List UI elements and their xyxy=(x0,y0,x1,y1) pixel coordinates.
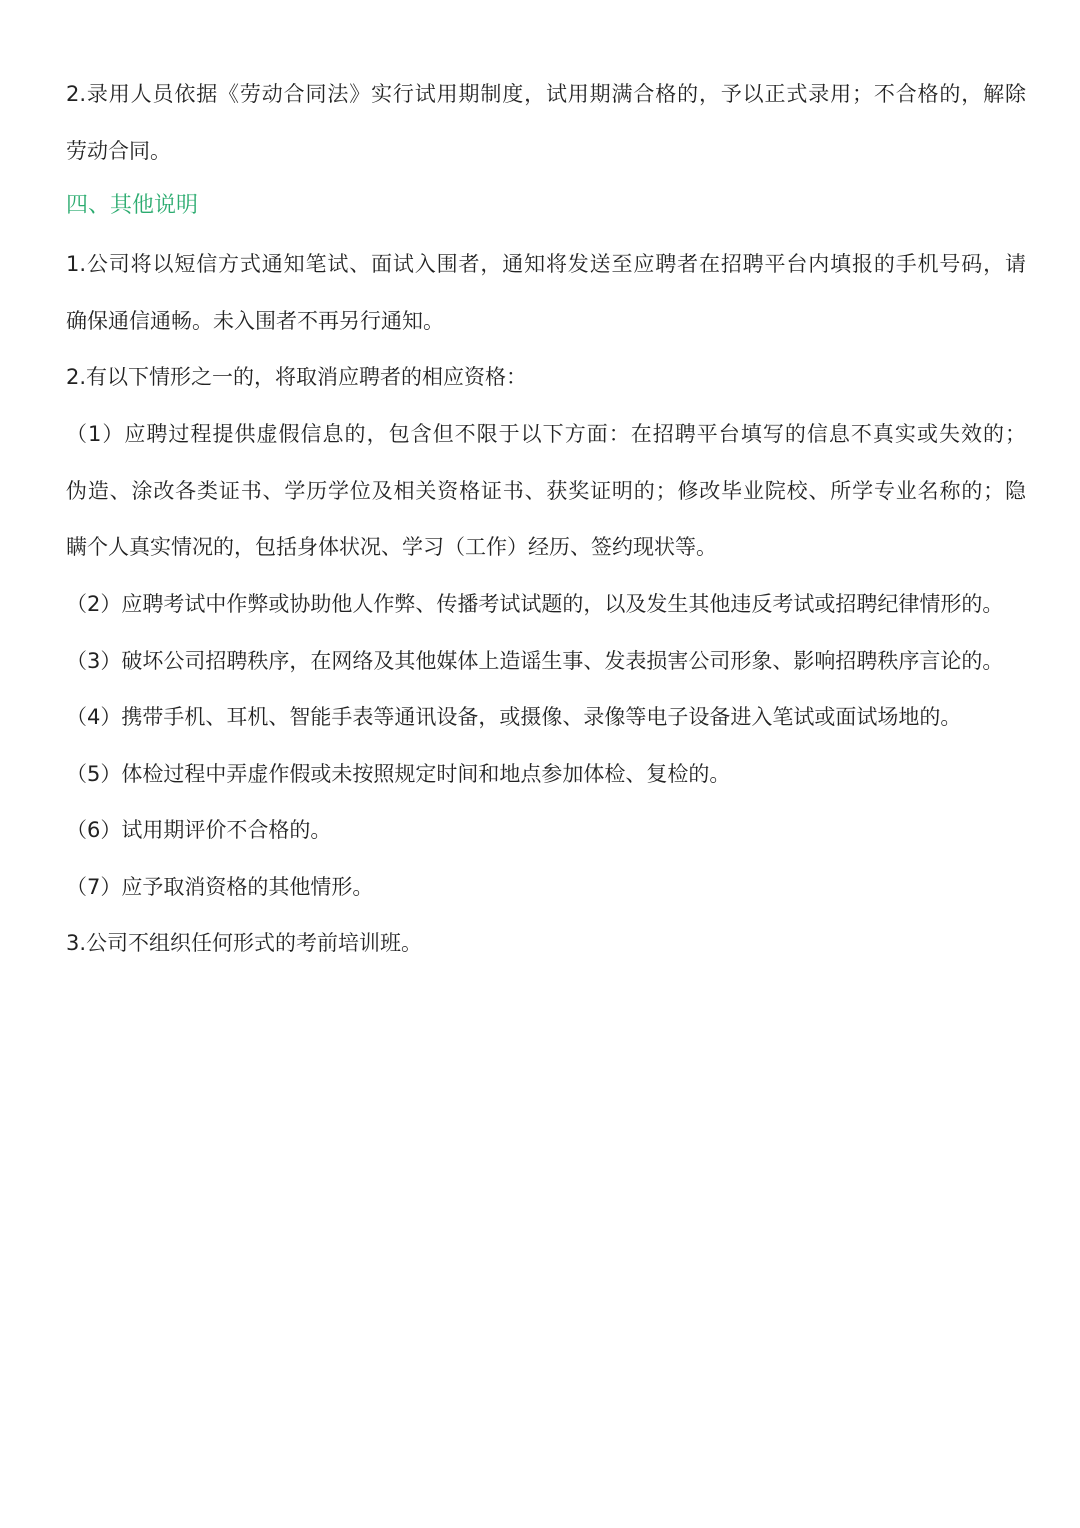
list-item-1-line-1: （1）应聘过程提供虚假信息的，包含但不限于以下方面：在招聘平台填写的信息不真实或失效的； xyxy=(66,422,1026,446)
list-item-1-line-3: 瞒个人真实情况的，包括身体状况、学习（工作）经历、签约现状等。 xyxy=(66,535,717,559)
list-item-4: （4）携带手机、耳机、智能手表等通讯设备，或摄像、录像等电子设备进入笔试或面试场地的。 xyxy=(66,705,962,729)
paragraph-probation-line-1: 2.录用人员依据《劳动合同法》实行试用期制度，试用期满合格的，予以正式录用；不合格的，解除 xyxy=(66,82,1026,106)
list-item-7: （7）应予取消资格的其他情形。 xyxy=(66,875,374,899)
list-item-5: （5）体检过程中弄虚作假或未按照规定时间和地点参加体检、复检的。 xyxy=(66,762,731,786)
section-heading-other-notes: 四、其他说明 xyxy=(66,193,199,218)
paragraph-sms-notice-line-1: 1.公司将以短信方式通知笔试、面试入围者，通知将发送至应聘者在招聘平台内填报的手机号码，请 xyxy=(66,252,1026,276)
paragraph-disqualification-intro: 2.有以下情形之一的，将取消应聘者的相应资格： xyxy=(66,365,528,389)
paragraph-no-training: 3.公司不组织任何形式的考前培训班。 xyxy=(66,931,423,955)
list-item-1-line-2: 伪造、涂改各类证书、学历学位及相关资格证书、获奖证明的；修改毕业院校、所学专业名称的；隐 xyxy=(66,479,1026,503)
list-item-2: （2）应聘考试中作弊或协助他人作弊、传播考试试题的，以及发生其他违反考试或招聘纪律情形的。 xyxy=(66,592,1004,616)
paragraph-sms-notice-line-2: 确保通信通畅。未入围者不再另行通知。 xyxy=(66,309,444,333)
list-item-3: （3）破坏公司招聘秩序，在网络及其他媒体上造谣生事、发表损害公司形象、影响招聘秩序言论的。 xyxy=(66,649,1004,673)
paragraph-probation-line-2: 劳动合同。 xyxy=(66,139,171,163)
list-item-6: （6）试用期评价不合格的。 xyxy=(66,818,332,842)
